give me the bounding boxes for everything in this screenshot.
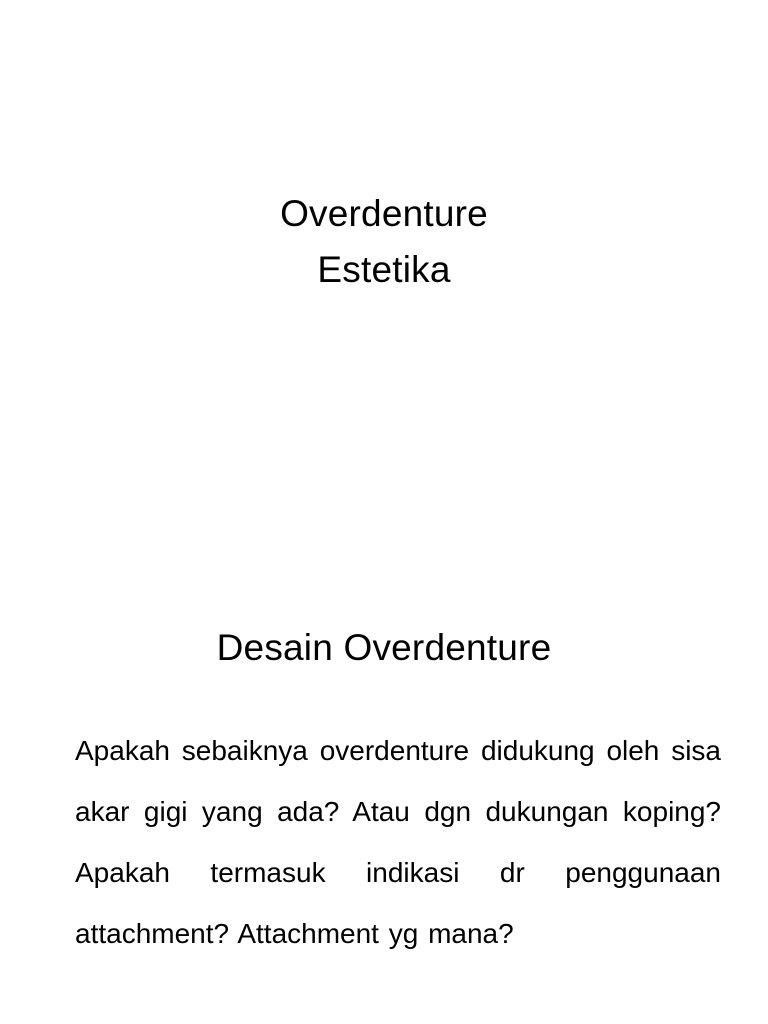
content-slide — [0, 512, 768, 1024]
title-slide-heading — [0, 186, 768, 298]
content-slide-heading: Desain Overdenture — [216, 627, 552, 668]
title-line-1: Overdenture — [280, 193, 488, 234]
content-slide-body: Apakah sebaiknya overdenture didukung oleh sisa akar gigi yang ada? Atau dgn dukungan koping? Apakah termasuk indikasi dr penggunaan attachment? Attachment yg mana? — [75, 735, 721, 949]
title-line-2: Estetika — [317, 249, 451, 290]
